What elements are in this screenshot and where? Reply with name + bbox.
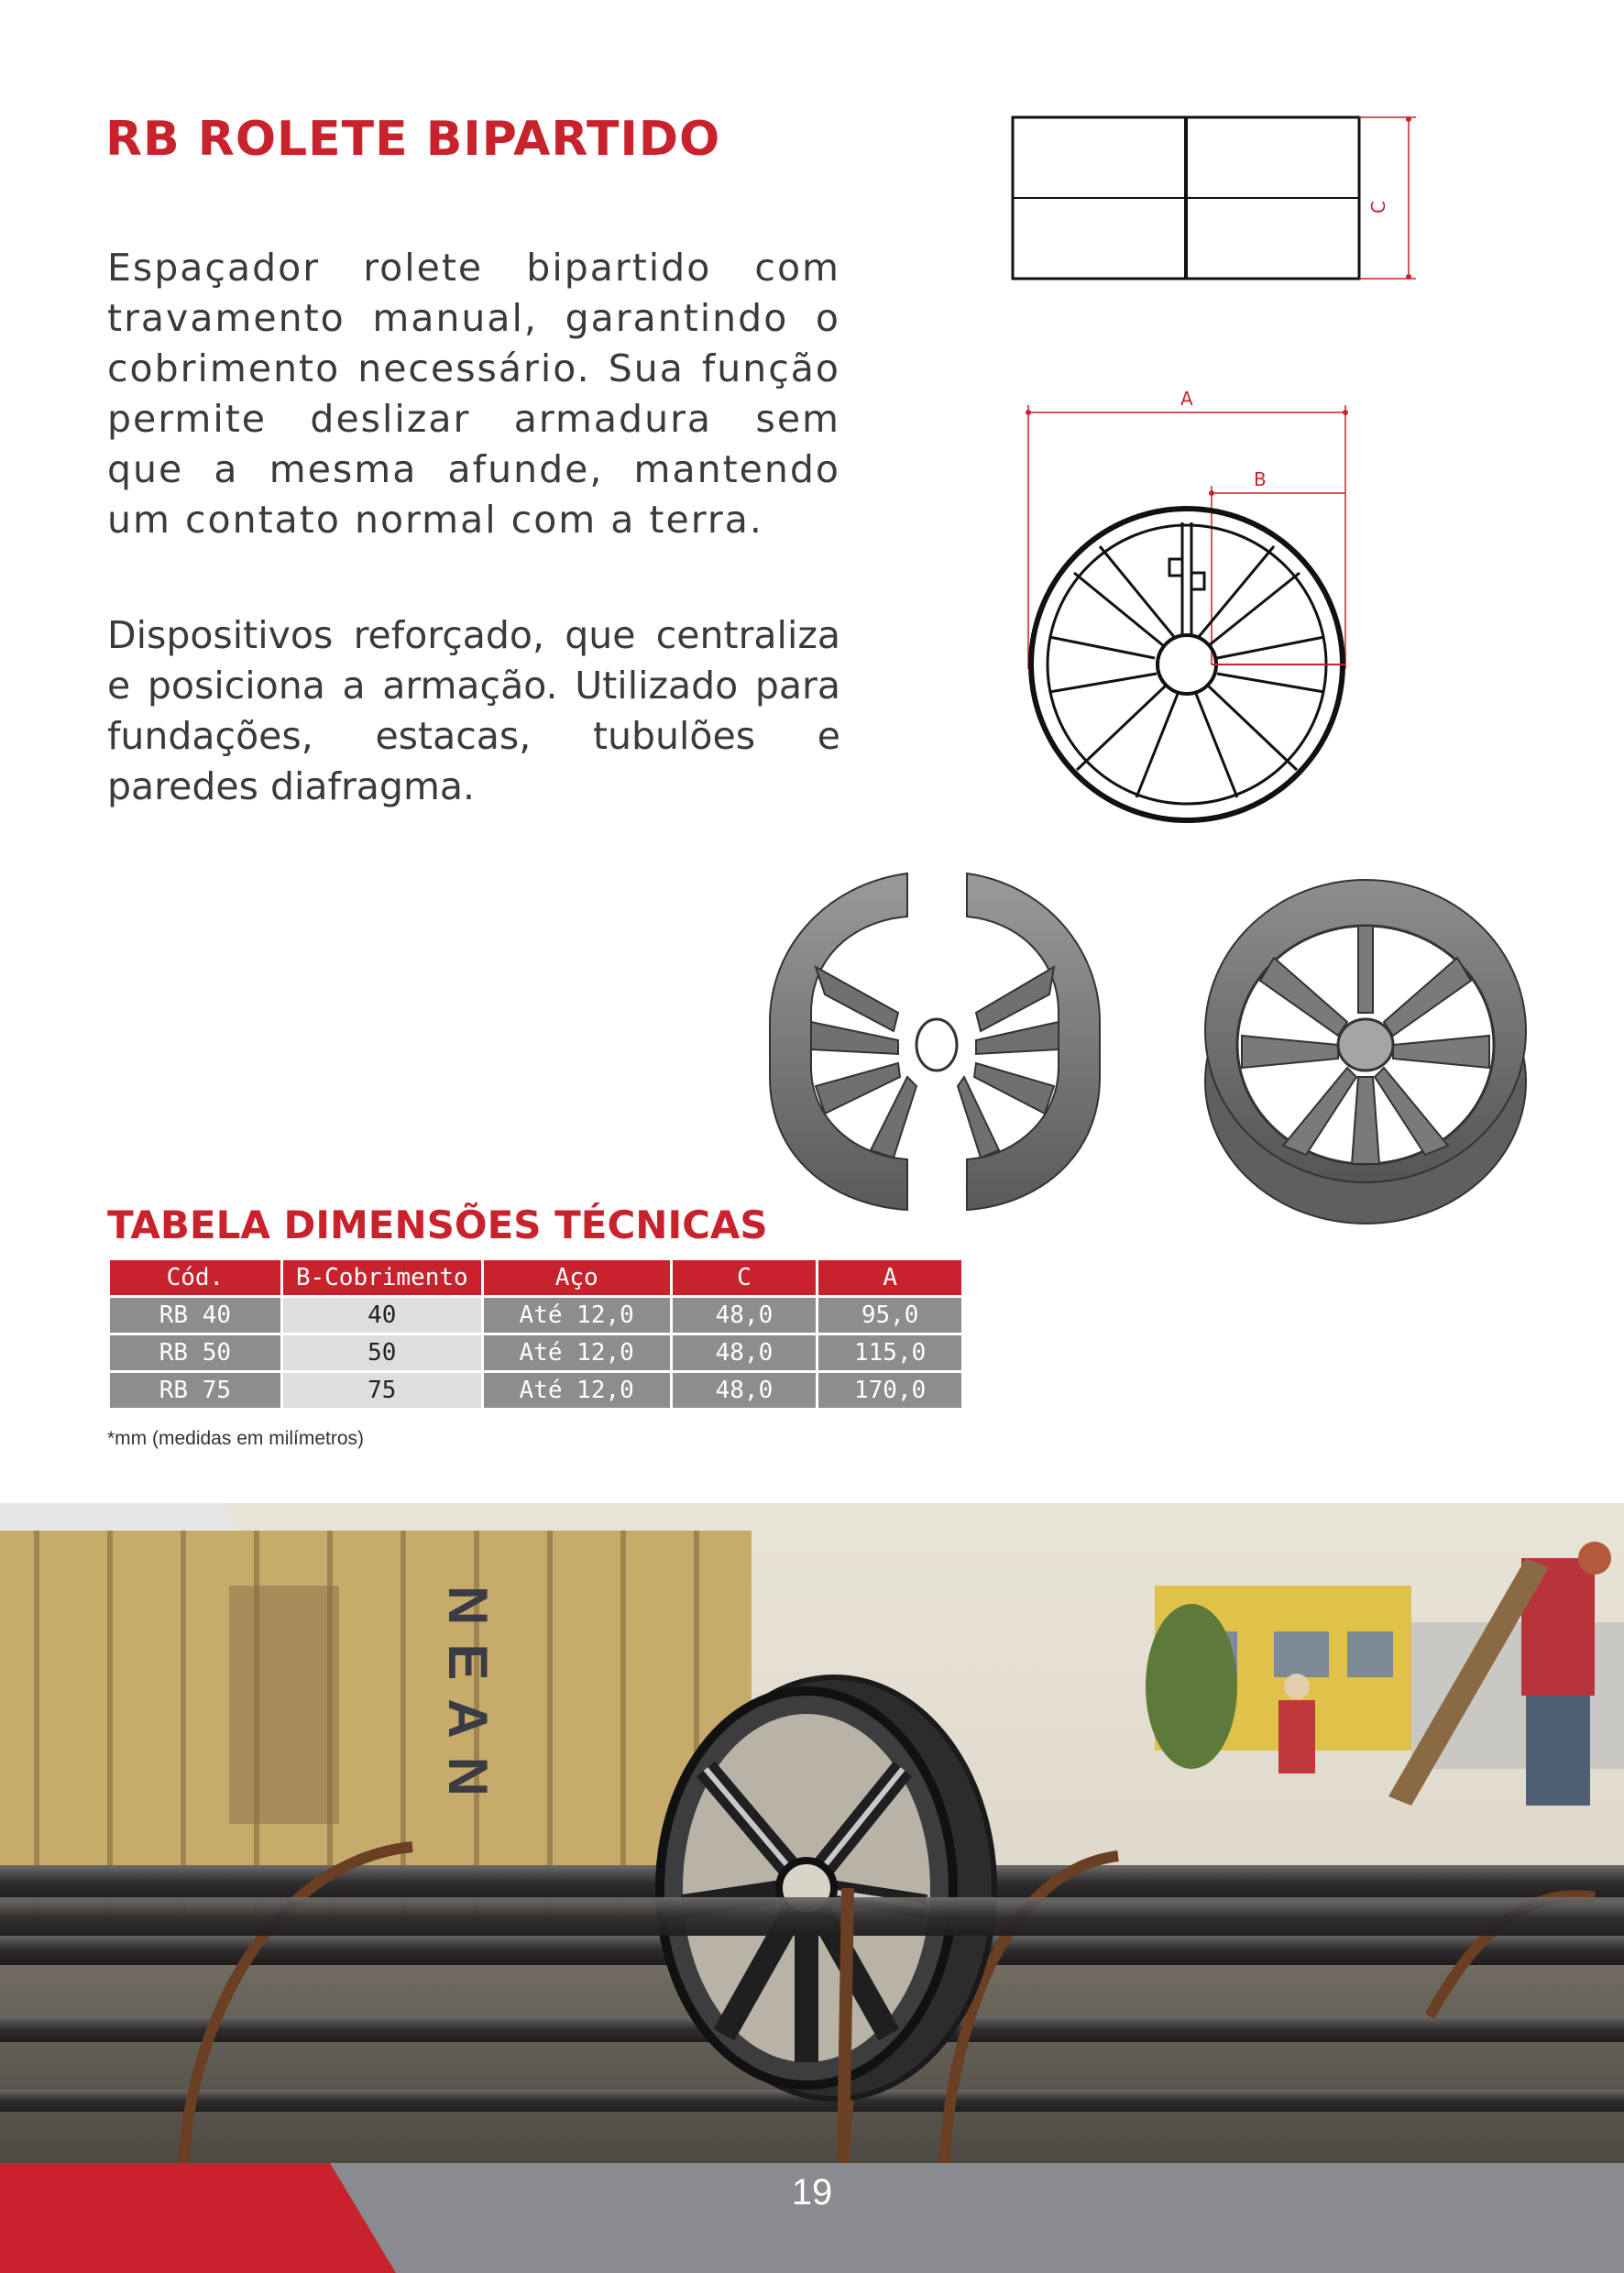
svg-text:C: C xyxy=(1367,201,1389,214)
header-aco: Aço xyxy=(484,1260,670,1295)
container-sign-text: NEAN xyxy=(437,1586,499,1816)
cell-aco: Até 12,0 xyxy=(484,1335,670,1370)
site-photo xyxy=(0,1503,1624,2163)
table-header-row xyxy=(110,1260,961,1295)
header-a: A xyxy=(818,1260,961,1295)
page-title: RB ROLETE BIPARTIDO xyxy=(105,112,721,167)
dimension-a-label: A xyxy=(1180,388,1193,410)
cell-c: 48,0 xyxy=(673,1335,817,1370)
table-row xyxy=(110,1335,961,1370)
split-roller-render xyxy=(761,866,1109,1214)
table-row xyxy=(110,1298,961,1333)
front-view-diagram xyxy=(1008,385,1375,834)
cell-cod: RB 50 xyxy=(110,1335,280,1370)
header-b-cobrimento: B-Cobrimento xyxy=(283,1260,481,1295)
cell-a: 95,0 xyxy=(818,1298,961,1333)
cell-aco: Até 12,0 xyxy=(484,1373,670,1408)
cell-b-cobrimento: 40 xyxy=(283,1298,481,1333)
cell-a: 170,0 xyxy=(818,1373,961,1408)
table-title: TABELA DIMENSÕES TÉCNICAS xyxy=(107,1202,768,1247)
page-number: 19 xyxy=(791,2172,833,2213)
table-row xyxy=(110,1373,961,1408)
side-view-diagram xyxy=(1008,110,1430,293)
cell-c: 48,0 xyxy=(673,1373,817,1408)
cell-aco: Até 12,0 xyxy=(484,1298,670,1333)
cell-c: 48,0 xyxy=(673,1298,817,1333)
cell-cod: RB 40 xyxy=(110,1298,280,1333)
cell-b-cobrimento: 50 xyxy=(283,1335,481,1370)
cell-b-cobrimento: 75 xyxy=(283,1373,481,1408)
header-cod: Cód. xyxy=(110,1260,280,1295)
header-c: C xyxy=(673,1260,817,1295)
table-footnote: *mm (medidas em milímetros) xyxy=(107,1428,365,1449)
technical-dimensions-table xyxy=(107,1257,964,1411)
closed-roller-render xyxy=(1201,871,1531,1228)
description-paragraph-2: Dispositivos reforçado, que centraliza e posiciona a armação. Utilizado para fundações, estacas, tubulões e paredes diafragma. xyxy=(107,613,840,808)
cell-cod: RB 75 xyxy=(110,1373,280,1408)
cell-a: 115,0 xyxy=(818,1335,961,1370)
dimension-b-label: B xyxy=(1254,468,1267,490)
description-paragraph-1: Espaçador rolete bipartido com travamento manual, garantindo o cobrimento necessário. Sua função permite deslizar armadura sem que a mesma afunde, mantendo um contato normal com a terra. xyxy=(107,246,840,542)
